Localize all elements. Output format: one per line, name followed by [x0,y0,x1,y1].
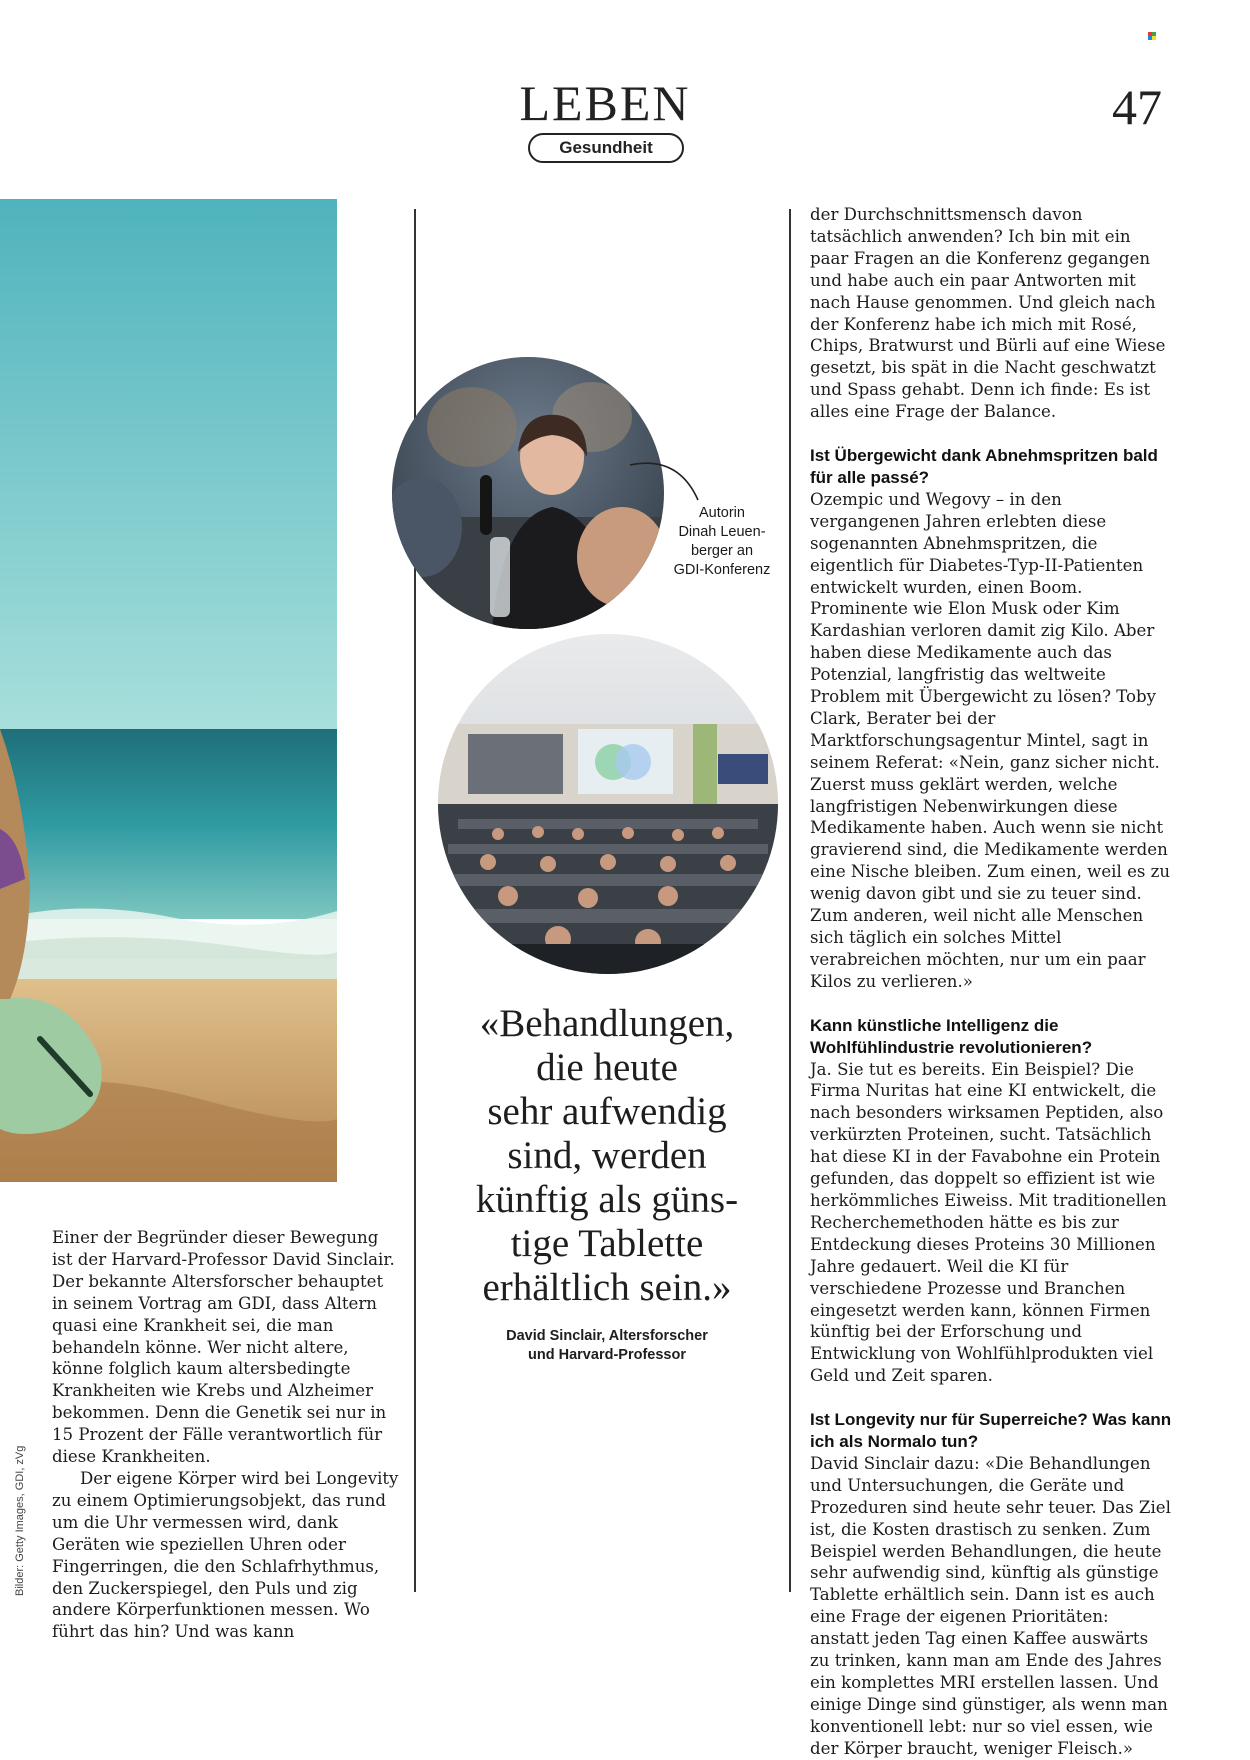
pull-quote-line: erhältlich sein.» [482,1266,732,1309]
pull-quote-line: «Behandlungen, [479,1002,735,1045]
hero-beach-photo [0,199,337,1182]
paragraph: der Durchschnittsmensch davon tatsächlich anwenden? Ich bin mit ein paar Fragen an die Konferenz gegangen und habe auch ein paar Antworten mit nach Hause genommen. Und gleich nach der Konferenz habe ich mich mit Rosé, Chips, Bratwurst und Bürli auf eine Wiese gesetzt, bis spät in die Nacht geschwatzt und Spass gehabt. Denn ich finde: Es ist alles eine Frage der Balance. [810,205,1166,422]
caption-line: Dinah Leuen- [678,524,766,540]
section-title: LEBEN [519,75,691,131]
color-registration-mark [1148,32,1156,40]
page-number: 47 [1112,79,1162,135]
question-heading: Ist Übergewicht dank Abnehmspritzen bald für alle passé? [810,446,1158,487]
conference-hall-photo [438,634,778,974]
caption-line: Autorin [699,505,745,521]
question-heading: Ist Longevity nur für Superreiche? Was kann ich als Normalo tun? [810,1410,1172,1452]
pull-quote [447,1002,767,1310]
attribution-line: und Harvard-Professor [528,1347,686,1363]
caption-pointer-line [628,455,708,505]
right-column-text [810,204,1172,1760]
left-column-text [52,1227,404,1643]
paragraph: David Sinclair dazu: «Die Behandlungen und Untersuchungen, die Geräte und Prozeduren sind heute sehr teuer. Das Ziel ist, die Kosten drastisch zu senken. Zum Beispiel werden Behandlungen, die heute sehr aufwendig sind, künftig als günstige Tablette erhältlich sein. Dann ist es auch eine Frage der eigenen Prioritäten: anstatt jeden Tag einen Kaffee auswärts zu trinken, kann man am Ende des Jahres ein komplettes MRI erstellen lassen. Und einige Dinge sind günstiger, als wenn man konventionell lebt: nur so viel essen, wie der Körper braucht, weniger Fleisch.» [810,1453,1171,1758]
photo-caption [662,504,782,580]
caption-line: berger an [690,543,754,559]
pull-quote-line: tige Tablette [510,1222,704,1265]
subsection-tag: Gesundheit [528,133,684,163]
author-portrait-photo [392,357,664,629]
pull-quote-line: sind, werden [507,1134,707,1177]
pull-quote-line: die heute [536,1046,678,1089]
paragraph: Ja. Sie tut es bereits. Ein Beispiel? Die Firma Nuritas hat eine KI entwickelt, die nach besonders wirksamen Peptiden, also verkürzten Proteinen, sucht. Tatsächlich hat diese KI in der Favabohne ein Protein gefunden, das doppelt so effizient ist wie herkömmliches Eiweiss. Mit traditionellen Recherchemethoden hätte es bis zur Entdeckung dieses Proteins 30 Millionen Jahre gedauert. Weil die KI für verschiedene Prozesse und Branchen eingesetzt werden kann, können Firmen künftig bei der Erforschung und Entwicklung von Wohlfühlprodukten viel Geld und Zeit sparen. [810,1059,1167,1386]
question-heading: Kann künstliche Intelligenz die Wohlfühlindustrie revolutionieren? [810,1015,1093,1057]
paragraph: Ozempic und Wegovy – in den vergangenen Jahren erlebten diese sogenannten Abnehmspritzen, die eigentlich für Diabetes-Typ-II-Patienten entwickelt wurden, einen Boom. Prominente wie Elon Musk oder Kim Kardashian verloren damit zig Kilo. Aber haben diese Medikamente auch das Potenzial, langfristig das weltweite Problem mit Übergewicht zu lösen? Toby Clark, Berater bei der Marktforschungsagentur Mintel, sagt in seinem Referat: «Nein, ganz sicher nicht. Zuerst muss geklärt werden, welche langfristigen Nebenwirkungen diese Medikamente haben. Auch wenn sie nicht gravierend sind, die Medikamente werden eine Nische bleiben. Zum einen, weil es zu wenig davon gibt und sie zu teuer sind. Zum anderen, weil nicht alle Menschen sich täglich ein solches Mittel verabreichen möchten, nur um ein paar Kilos zu verlieren.» [810,489,1171,991]
column-rule-right [789,209,791,1592]
pull-quote-line: sehr aufwendig [487,1090,727,1133]
pull-quote-attribution [470,1327,744,1365]
paragraph: Einer der Begründer dieser Bewegung ist der Harvard-Professor David Sinclair. Der bekannte Altersforscher behauptet in seinem Vortrag am GDI, dass Altern quasi eine Krankheit sei, die man behandeln könne. Wer nicht altere, könne folglich kaum altersbedingte Krankheiten wie Krebs und Alzheimer bekommen. Denn die Genetik sei nur in 15 Prozent der Fälle verantwortlich für diese Krankheiten. [52,1228,395,1467]
attribution-line: David Sinclair, Altersforscher [506,1328,708,1344]
caption-line: GDI-Konferenz [673,562,771,578]
pull-quote-line: künftig als güns- [475,1178,739,1221]
paragraph: Der eigene Körper wird bei Longevity zu einem Optimierungsobjekt, das rund um die Uhr vermessen wird, dank Geräten wie speziellen Uhren oder Fingerringen, die den Schlafrhythmus, den Zuckerspiegel, den Puls und zig andere Körperfunktionen messen. Wo führt das hin? Und was kann [52,1468,399,1642]
photo-credit: Bilder: Getty Images, GDI, zVg [14,1445,26,1596]
